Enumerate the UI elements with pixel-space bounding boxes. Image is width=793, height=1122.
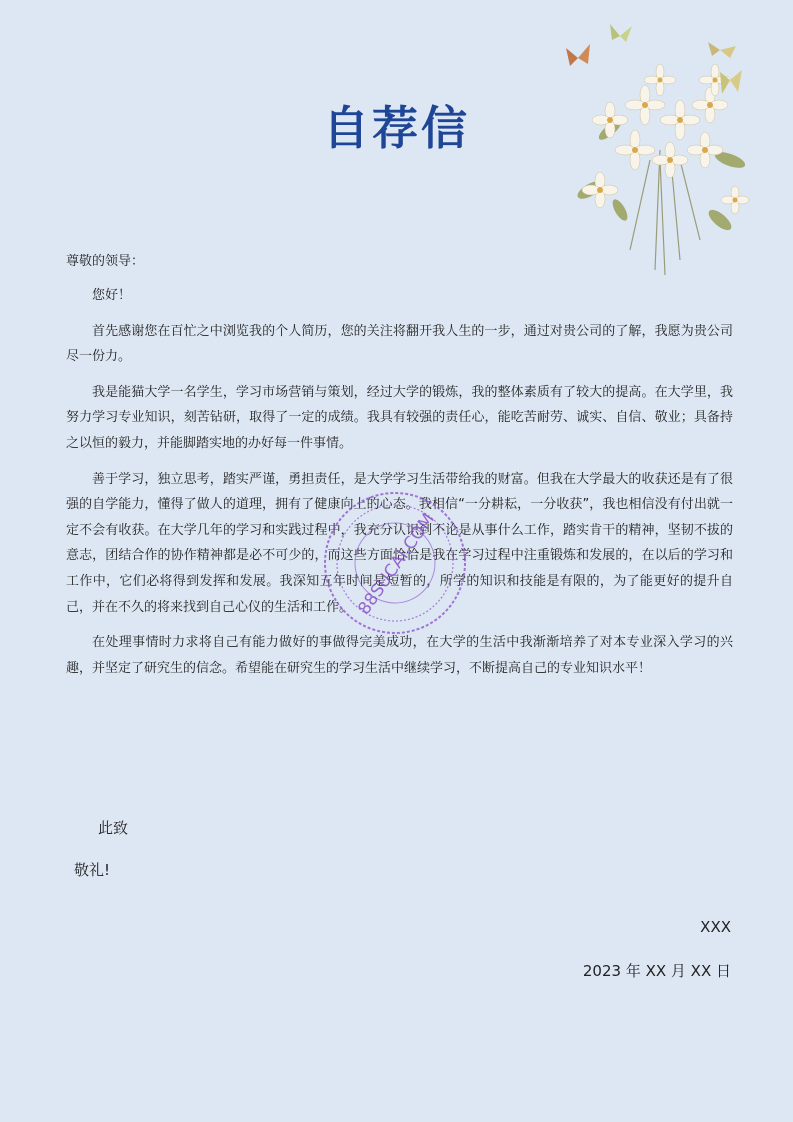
stamp-text: 88SUCAI.COM — [354, 509, 439, 619]
closing-line-2: 敬礼! — [74, 861, 111, 879]
closing-line-1: 此致 — [98, 819, 129, 837]
signer-name: XXX — [700, 918, 731, 936]
page-title: 自荐信 — [323, 101, 470, 155]
paragraph: 在处理事情时力求将自己有能力做好的事做得完美成功，在大学的生活中我渐渐培养了对本专业深入学习的兴趣，并坚定了研究生的信念。希望能在研究生的学习生活中继续学习，不断提高自己的专业知识水平！ — [66, 635, 733, 676]
letter-date: 2023 年 XX 月 XX 日 — [582, 962, 731, 980]
paragraph: 首先感谢您在百忙之中浏览我的个人简历，您的关注将翻开我人生的一步，通过对贵公司的了解，我愿为贵公司尽一份力。 — [66, 323, 733, 365]
watermark-stamp — [320, 488, 470, 638]
paragraph-greeting: 您好！ — [92, 288, 132, 303]
paragraph: 善于学习，独立思考，踏实严谨，勇担责任，是大学学习生活带给我的财富。但我在大学最大的收获还是有了很强的自学能力，懂得了做人的道理，拥有了健康向上的心态。我相信“一分耕耘，一分收获”，我也相信没有付出就一定不会有收获。在大学几年的学习和实践过程中，我充分认识到不论是从事什么工作，踏实肯干的精神，坚韧不拔的意志，团结合作的协作精神都是必不可少的，而这些方面恰恰是我在学习过程中注重锻炼和发展的，在以后的学习和工作中，它们必将得到发挥和发展。我深知五年时间是短暂的，所学的知识和技能是有限的，为了能更好的提升自己，并在不久的将来找到自己心仪的生活和工作。 — [66, 471, 733, 615]
paragraph: 我是能猫大学一名学生，学习市场营销与策划，经过大学的锻炼，我的整体素质有了较大的提高。在大学里，我努力学习专业知识，刻苦钻研，取得了一定的成绩。我具有较强的责任心，能吃苦耐劳、诚实、自信、敬业；具备持之以恒的毅力，并能脚踏实地的办好每一件事情。 — [66, 384, 733, 451]
salutation: 尊敬的领导： — [66, 254, 145, 269]
